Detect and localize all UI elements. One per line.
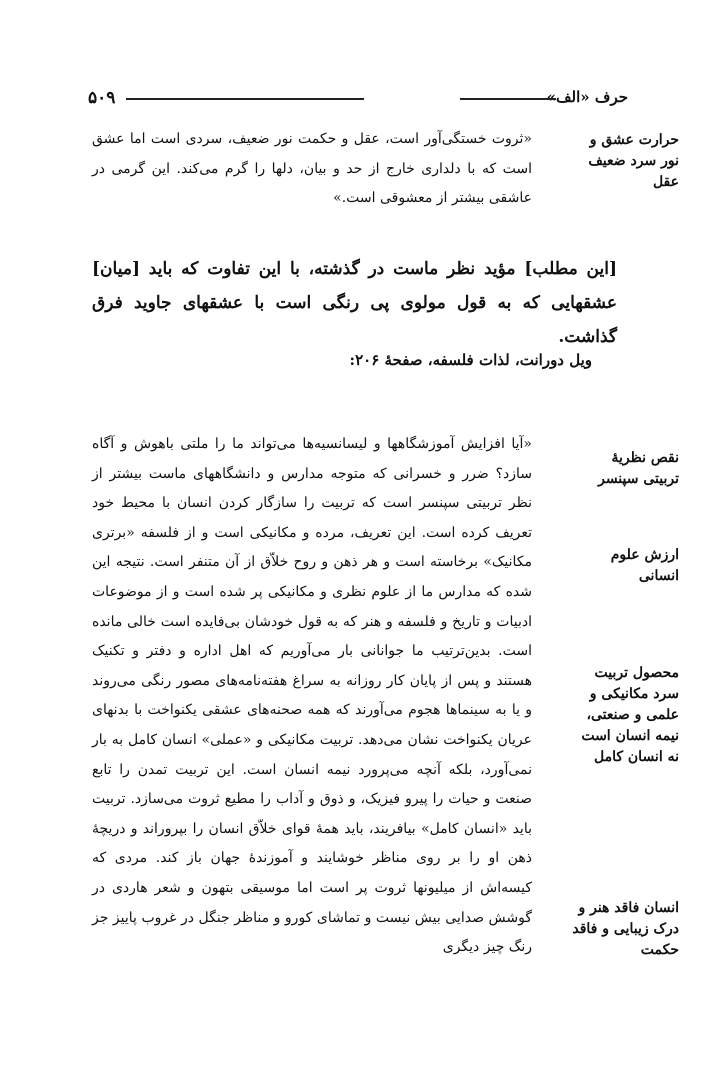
margin-note: حرارت عشق و نور سرد ضعیف عقل [588, 132, 679, 190]
margin-note: محصول تربیت سرد مکانیکی و علمی و صنعتی، نیمه انسان است نه انسان کامل [581, 665, 679, 765]
margin-note: ارزش علوم انسانی [610, 547, 679, 584]
quote-paragraph: [این مطلب] مؤید نظر ماست در گذشته، با این تفاوت که باید [میان] عشقهایی که به قول مولوی پی رنگی است با عشقهای جاوید فرق گذاشت. [92, 259, 617, 347]
margin-note: نقص نظریهٔ تربیتی سپنسر [598, 450, 679, 487]
page-header [88, 88, 628, 110]
chapter-title: حرف «الف» [546, 88, 628, 106]
header-rule [460, 98, 556, 100]
paragraph: «ثروت خستگی‌آور است، عقل و حکمت نور ضعیف، سردی است اما عشق است که با دلداری خارج از حد و بیان، دلها را گرم می‌کند. این گرمی در عاشقی بیشتر از معشوقی است.» [92, 131, 532, 207]
source-citation: ویل دورانت، لذات فلسفه، صفحهٔ ۲۰۶: [349, 351, 592, 369]
header-rule [126, 98, 364, 100]
page-number: ۵۰۹ [88, 88, 116, 108]
paragraph: «آیا افزایش آموزشگاهها و لیسانسیه‌ها می‌تواند ما را ملتی باهوش و آگاه سازد؟ ضرر و خسرانی که متوجه مدارس و دانشگاههای ماست بیشتر از نظر تربیتی سپنسر است که تربیت را سازگار کردن انسان با محیط خود تعریف کرده است. این تعریف، مرده و مکانیکی است و از فلسفه «برتری مکانیک» برخاسته است و هر ذهن و روح خلاّق از آن متنفر است. نتیجه این شده که مدارس ما از علوم نظری و مکانیکی پر شده است و از موضوعات ادبیات و تاریخ و فلسفه و هنر که به قول خودشان بی‌فایده است خالی مانده است. بدین‌ترتیب ما جوانانی بار می‌آوریم که اهل اداره و دفتر و تکنیک هستند و پس از پایان کار روزانه به سراغ هفته‌نامه‌های مصور رنگی می‌روند و یا به سینماها هجوم می‌آورند که همه صحنه‌های عشقی یکنواخت با بدنهای عریان یکنواخت نشان می‌دهد. تربیت مکانیکی و «عملی» انسان کامل به بار نمی‌آورد، بلکه آنچه می‌پرورد نیمه انسان است. این تربیت تمدن را تابع صنعت و حیات را پیرو فیزیک، و ذوق و آداب را مطیع ثروت می‌سازد. تربیت باید «انسان کامل» بیافریند، باید همهٔ قوای خلاّق انسان را بپروراند و دریچهٔ ذهن او را بر روی مناظر خوشایند و آموزندهٔ جهان باز کند. مردی که کیسه‌اش از میلیونها ثروت پر است اما موسیقی بتهون و شعر هاردی در گوشش صدایی بیش نیست و تماشای کورو و مناظر جنگل در غروب پاییز جز رنگ چیز دیگری [92, 436, 533, 956]
margin-note: انسان فاقد هنر و درک زیبایی و فاقد حکمت [572, 900, 679, 958]
